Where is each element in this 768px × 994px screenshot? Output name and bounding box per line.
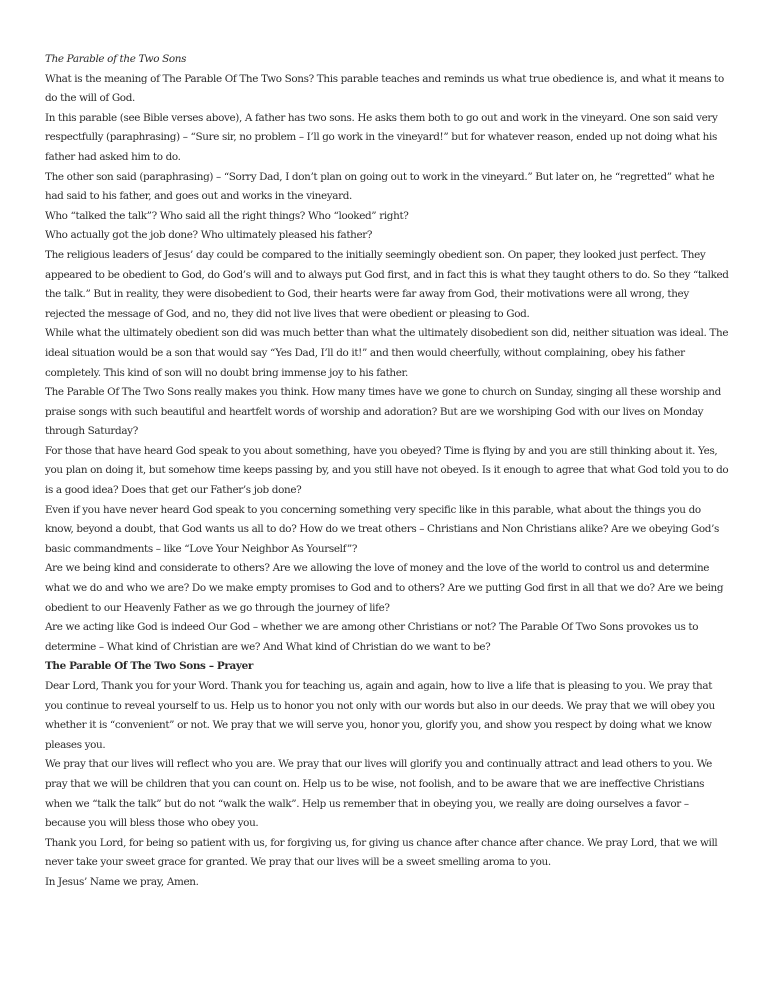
paragraph-makes-you-think: The Parable Of The Two Sons really makes you think. How many times have we gone to church on Sunday, singing all these worship and praise songs with such beautiful and heartfelt words of worship and adoration? But are we worshiping God with our lives on Monday through Saturday?: [45, 386, 721, 438]
paragraph-meaning: What is the meaning of The Parable Of The Two Sons? This parable teaches and reminds us what true obedience is, and what it means to do the will of God.: [45, 72, 724, 105]
paragraph-how-we-treat-others: Even if you have never heard God speak to you concerning something very specific like in this parable, what about the things you do know, beyond a doubt, that God wants us all to do? How do we treat others – Christians and Non Christians alike? Are we obeying God’s basic commandments – like “Love Your Neighbor As Yourself”?: [45, 503, 720, 555]
document-title: The Parable of the Two Sons: [45, 53, 187, 65]
paragraph-what-kind-of-christian: Are we acting like God is indeed Our God – whether we are among other Christians or not? The Parable Of Two Sons provokes us to determine – What kind of Christian are we? And What kind of Christian do we want to be?: [45, 621, 699, 653]
paragraph-prayer-3: Thank you Lord, for being so patient with us, for forgiving us, for giving us chance after chance after chance. We pray Lord, that we will never take your sweet grace for granted. We pray that our lives will be a sweet smelling aroma to you.: [45, 836, 718, 869]
paragraph-question-talk: Who “talked the talk”? Who said all the right things? Who “looked” right?: [45, 209, 409, 222]
paragraph-have-you-obeyed: For those that have heard God speak to you about something, have you obeyed? Time is flying by and you are still thinking about it. Yes, you plan on doing it, but somehow time keeps passing by, and you still have not obeyed. Is it enough to agree that what God told you to do is a good idea? Does that get our Father’s job done?: [45, 444, 729, 497]
paragraph-being-kind: Are we being kind and considerate to others? Are we allowing the love of money and the love of the world to control us and determine what we do and who we are? Do we make empty promises to God and to others? Are we putting God first in all that we do? Are we being obedient to our Heavenly Father as we go through the journey of life?: [45, 562, 724, 614]
paragraph-prayer-1: Dear Lord, Thank you for your Word. Thank you for teaching us, again and again, how to live a life that is pleasing to you. We pray that you continue to reveal yourself to us. Help us to honor you not only with our words but also in our deeds. We pray that we will obey you whether it is “convenient” or not. We pray that we will serve you, honor you, glorify you, and show you respect by doing what we know pleases you.: [45, 680, 715, 751]
paragraph-other-son: The other son said (paraphrasing) – “Sorry Dad, I don’t plan on going out to work in the vineyard.” But later on, he “regretted” what he had said to his father, and goes out and works in the vineyard.: [45, 170, 715, 203]
paragraph-parable-summary: In this parable (see Bible verses above), A father has two sons. He asks them both to go out and work in the vineyard. One son said very respectfully (paraphrasing) – “Sure sir, no problem – I’ll go work in the vineyard!” but for whatever reason, ended up not doing what his father had asked him to do.: [45, 111, 718, 163]
document-page: [45, 50, 730, 893]
paragraph-religious-leaders: The religious leaders of Jesus’ day could be compared to the initially seemingly obedient son. On paper, they looked just perfect. They appeared to be obedient to God, do God’s will and to always put God first, and in fact this is what they taught others to do. So they “talked the talk.” But in reality, they were disobedient to God, their hearts were far away from God, their motivations were all wrong, they rejected the message of God, and no, they did not live lives that were obedient or pleasing to God.: [45, 248, 729, 320]
paragraph-ideal-situation: While what the ultimately obedient son did was much better than what the ultimately disobedient son did, neither situation was ideal. The ideal situation would be a son that would say “Yes Dad, I’ll do it!” and then would cheerfully, without complaining, obey his father completely. This kind of son will no doubt bring immense joy to his father.: [45, 327, 729, 379]
paragraph-closing: In Jesus’ Name we pray, Amen.: [45, 875, 199, 888]
paragraph-question-job: Who actually got the job done? Who ultimately pleased his father?: [45, 229, 373, 242]
prayer-heading: The Parable Of The Two Sons – Prayer: [45, 660, 253, 673]
paragraph-prayer-2: We pray that our lives will reflect who you are. We pray that our lives will glorify you and continually attract and lead others to you. We pray that we will be children that you can count on. Help us to be wise, not foolish, and to be aware that we are ineffective Christians when we “talk the talk” but do not “walk the walk”. Help us remember that in obeying you, we really are doing ourselves a favor – because you will bless those who obey you.: [45, 758, 712, 830]
